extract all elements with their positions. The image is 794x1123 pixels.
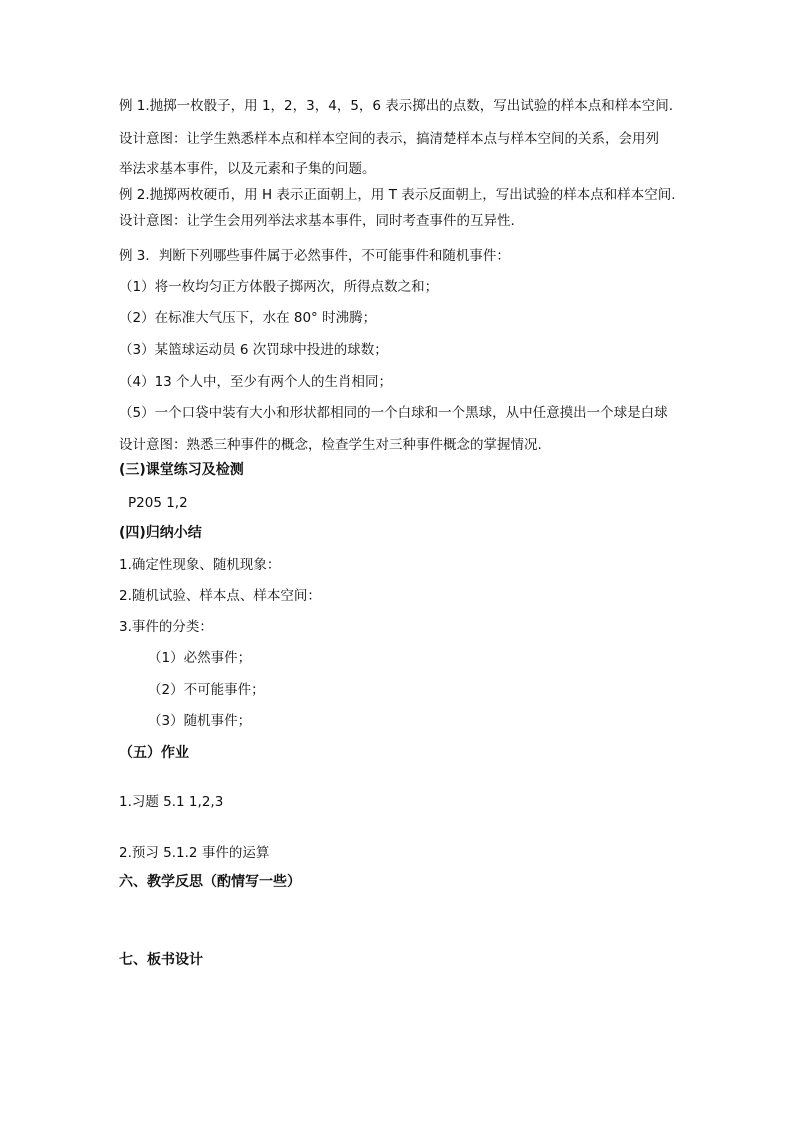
- example-3-item-3: （3）某篮球运动员 6 次罚球中投进的球数；: [119, 342, 388, 358]
- summary-subitem-2: （2）不可能事件；: [148, 682, 265, 698]
- example-1-intent-line2: 举法求基本事件，以及元素和子集的问题。: [119, 161, 376, 177]
- homework-item-2: 2.预习 5.1.2 事件的运算: [119, 845, 270, 861]
- summary-heading: (四)归纳小结: [119, 525, 202, 541]
- summary-item-3: 3.事件的分类：: [119, 619, 213, 635]
- practice-heading: (三)课堂练习及检测: [119, 462, 244, 478]
- summary-item-2: 2.随机试验、样本点、样本空间：: [119, 588, 321, 604]
- summary-subitem-3: （3）随机事件；: [148, 713, 252, 729]
- board-heading: 七、板书设计: [119, 952, 203, 968]
- example-3-item-4: （4）13 个人中，至少有两个人的生肖相同；: [119, 374, 393, 390]
- example-1-intent-line1: 设计意图：让学生熟悉样本点和样本空间的表示，搞清楚样本点与样本空间的关系，会用列: [119, 131, 659, 147]
- example-2: 例 2.抛掷两枚硬币，用 H 表示正面朝上，用 T 表示反面朝上，写出试验的样本点和样本空间.: [119, 187, 676, 203]
- example-3-item-2: （2）在标准大气压下，水在 80° 时沸腾；: [119, 310, 377, 326]
- example-2-intent: 设计意图：让学生会用列举法求基本事件，同时考查事件的互异性.: [119, 213, 515, 229]
- example-3-item-1: （1）将一枚均匀正方体骰子掷两次，所得点数之和；: [119, 279, 439, 295]
- example-1: 例 1.抛掷一枚骰子，用 1，2，3，4，5，6 表示掷出的点数，写出试验的样本点和样本空间.: [119, 98, 674, 114]
- homework-item-1: 1.习题 5.1 1,2,3: [119, 794, 224, 810]
- example-3-intent: 设计意图：熟悉三种事件的概念，检查学生对三种事件概念的掌握情况.: [119, 437, 542, 453]
- example-3: 例 3．判断下列哪些事件属于必然事件，不可能事件和随机事件：: [119, 248, 510, 264]
- summary-subitem-1: （1）必然事件；: [148, 650, 252, 666]
- summary-item-1: 1.确定性现象、随机现象：: [119, 557, 281, 573]
- example-3-item-5: （5）一个口袋中装有大小和形状都相同的一个白球和一个黑球，从中任意摸出一个球是白球: [119, 405, 668, 421]
- homework-heading: （五）作业: [119, 745, 189, 761]
- reflection-heading: 六、教学反思（酌情写一些）: [119, 874, 301, 890]
- practice-content: P205 1,2: [128, 495, 188, 511]
